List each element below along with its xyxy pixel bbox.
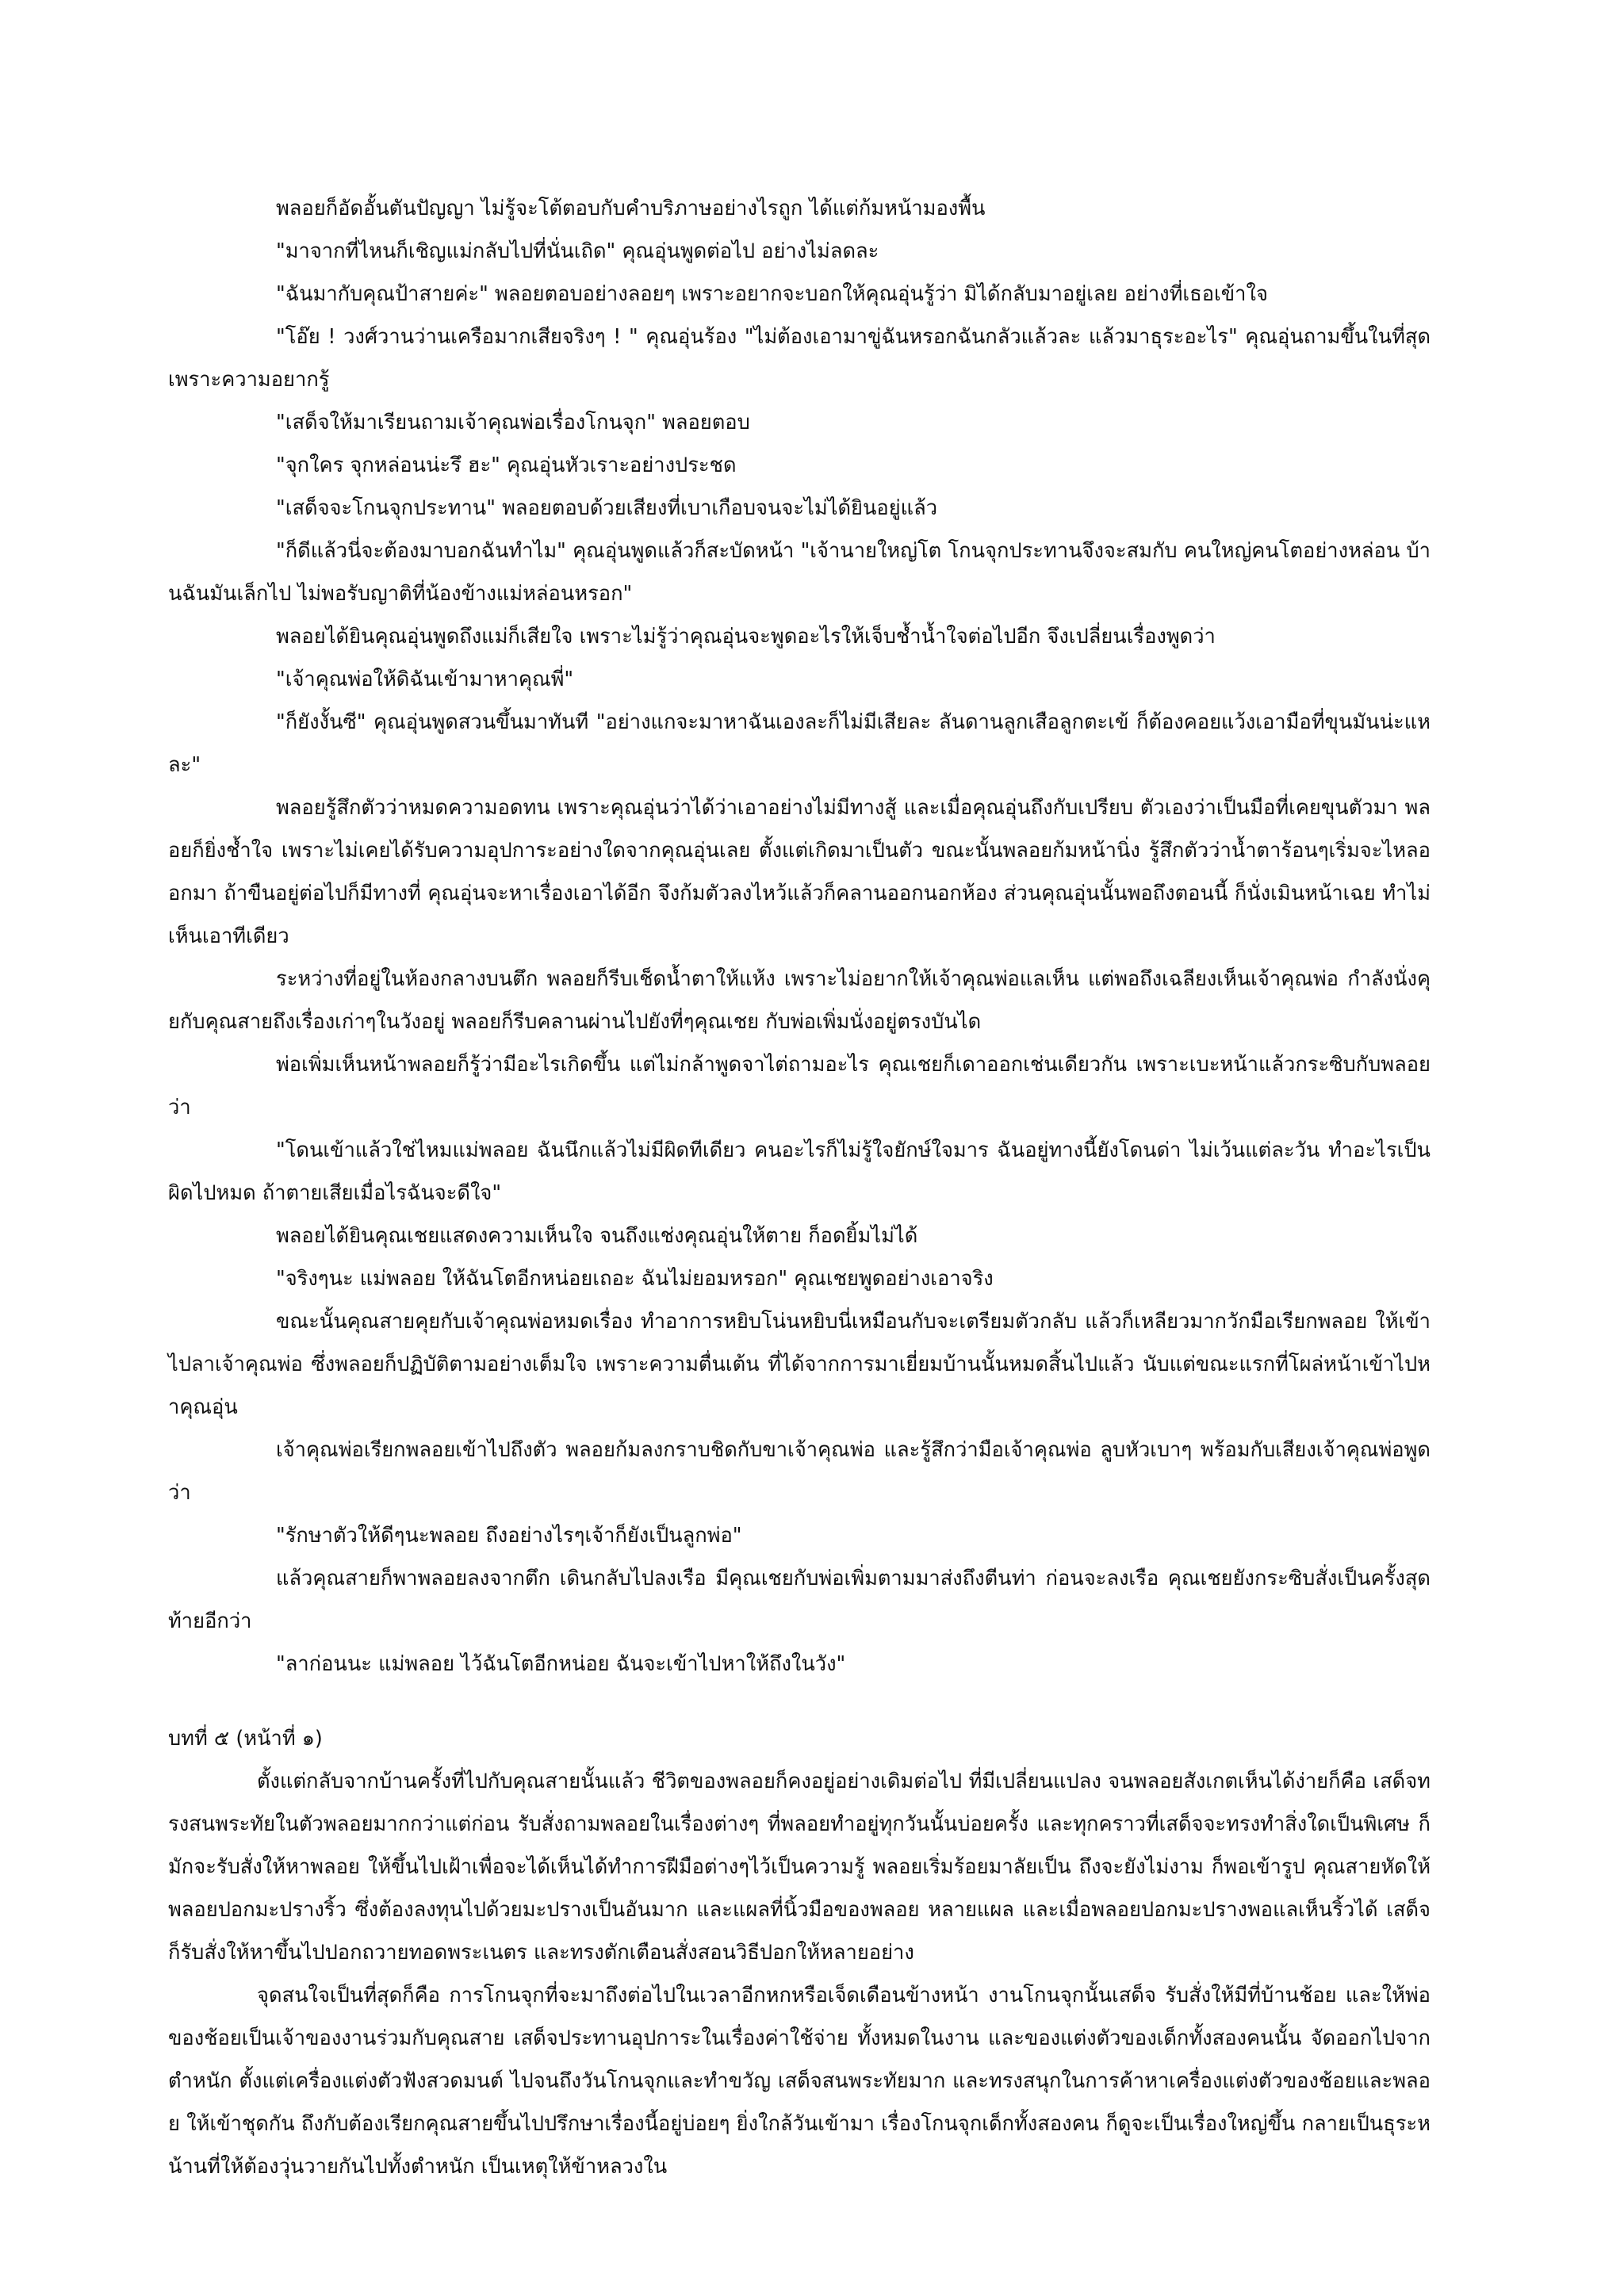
paragraph: "เจ้าคุณพ่อให้ดิฉันเข้ามาหาคุณพี่" (276, 668, 574, 691)
paragraph: "โดนเข้าแล้วใช่ไหมแม่พลอย ฉันนึกแล้วไม่มีผิดทีเดียว คนอะไรก็ไม่รู้ใจยักษ์ใจมาร ฉันอยู่ทางนี้ยังโดนด่า ไม่เว้นแต่ละวัน ทำอะไรเป็นผิดไปหมด ถ้าตายเสียเมื่อไรฉันจะดีใจ" (168, 1138, 1431, 1205)
paragraph: "ก็ยังงั้นซี" คุณอุ่นพูดสวนขึ้นมาทันที "อย่างแกจะมาหาฉันเองละก็ไม่มีเสียละ ลันดานลูกเสือลูกตะเข้ ก็ต้องคอยแว้งเอามือที่ขุนมันน่ะแหละ" (168, 710, 1431, 777)
paragraph: "รักษาตัวให้ดีๆนะพลอย ถึงอย่างไรๆเจ้าก็ยังเป็นลูกพ่อ" (276, 1524, 742, 1548)
paragraph: "มาจากที่ไหนก็เชิญแม่กลับไปที่นั่นเถิด" คุณอุ่นพูดต่อไป อย่างไม่ลดละ (276, 239, 879, 263)
paragraph: พ่อเพิ่มเห็นหน้าพลอยก็รู้ว่ามีอะไรเกิดขึ้น แต่ไม่กล้าพูดจาไต่ถามอะไร คุณเชยก็เดาออกเช่นเดียวกัน เพราะเบะหน้าแล้วกระซิบกับพลอยว่า (168, 1053, 1431, 1119)
paragraph: พลอยรู้สึกตัวว่าหมดความอดทน เพราะคุณอุ่นว่าได้ว่าเอาอย่างไม่มีทางสู้ และเมื่อคุณอุ่นถึงกับเปรียบ ตัวเองว่าเป็นมือที่เคยขุนตัวมา พลอยก็ยิ่งช้ำใจ เพราะไม่เคยได้รับความอุปการะอย่างใดจากคุณอุ่นเลย ตั้งแต่เกิดมาเป็นตัว ขณะนั้นพลอยก้มหน้านิ่ง รู้สึกตัวว่าน้ำตาร้อนๆเริ่มจะไหลออกมา ถ้าขืนอยู่ต่อไปก็มีทางที่ คุณอุ่นจะหาเรื่องเอาได้อีก จึงก้มตัวลงไหว้แล้วก็คลานออกนอกห้อง ส่วนคุณอุ่นนั้นพอถึงตอนนี้ ก็นั่งเมินหน้าเฉย ทำไม่เห็นเอาทีเดียว (168, 796, 1431, 948)
paragraph: "ก็ดีแล้วนี่จะต้องมาบอกฉันทำไม" คุณอุ่นพูดแล้วก็สะบัดหน้า "เจ้านายใหญ่โต โกนจุกประทานจึงจะสมกับ คนใหญ่คนโตอย่างหล่อน บ้านฉันมันเล็กไป ไม่พอรับญาติที่น้องข้างแม่หล่อนหรอก" (168, 539, 1431, 606)
paragraph: พลอยก็อัดอั้นตันปัญญา ไม่รู้จะโต้ตอบกับคำบริภาษอย่างไรถูก ได้แต่ก้มหน้ามองพื้น (276, 197, 986, 220)
paragraph: แล้วคุณสายก็พาพลอยลงจากตึก เดินกลับไปลงเรือ มีคุณเชยกับพ่อเพิ่มตามมาส่งถึงตีนท่า ก่อนจะลงเรือ คุณเชยยังกระซิบสั่งเป็นครั้งสุดท้ายอีกว่า (168, 1567, 1431, 1633)
paragraph: ขณะนั้นคุณสายคุยกับเจ้าคุณพ่อหมดเรื่อง ทำอาการหยิบโน่นหยิบนี่เหมือนกับจะเตรียมตัวกลับ แล้วก็เหลียวมากวักมือเรียกพลอย ให้เข้าไปลาเจ้าคุณพ่อ ซึ่งพลอยก็ปฏิบัติตามอย่างเต็มใจ เพราะความตื่นเต้น ที่ได้จากการมาเยี่ยมบ้านนั้นหมดสิ้นไปแล้ว นับแต่ขณะแรกที่โผล่หน้าเข้าไปหาคุณอุ่น (168, 1310, 1431, 1419)
paragraph: "เสด็จให้มาเรียนถามเจ้าคุณพ่อเรื่องโกนจุก" พลอยตอบ (276, 411, 750, 434)
paragraph: "ฉันมากับคุณป้าสายค่ะ" พลอยตอบอย่างลอยๆ เพราะอยากจะบอกให้คุณอุ่นรู้ว่า มิได้กลับมาอยู่เลย อย่างที่เธอเข้าใจ (276, 282, 1268, 306)
paragraph: "จุกใคร จุกหล่อนน่ะรึ ฮะ" คุณอุ่นหัวเราะอย่างประชด (276, 453, 737, 477)
paragraph: "เสด็จจะโกนจุกประทาน" พลอยตอบด้วยเสียงที่เบาเกือบจนจะไม่ได้ยินอยู่แล้ว (276, 496, 938, 520)
paragraph: "โอ๊ย ! วงศ์วานว่านเครือมากเสียจริงๆ ! " คุณอุ่นร้อง "ไม่ต้องเอามาขู่ฉันหรอกฉันกลัวแล้วละ แล้วมาธุระอะไร" คุณอุ่นถามขึ้นในที่สุด เพราะความอยากรู้ (168, 325, 1431, 392)
paragraph: "จริงๆนะ แม่พลอย ให้ฉันโตอีกหน่อยเถอะ ฉันไม่ยอมหรอก" คุณเชยพูดอย่างเอาจริง (276, 1267, 994, 1291)
paragraph: ระหว่างที่อยู่ในห้องกลางบนตึก พลอยก็รีบเช็ดน้ำตาให้แห้ง เพราะไม่อยากให้เจ้าคุณพ่อแลเห็น แต่พอถึงเฉลียงเห็นเจ้าคุณพ่อ กำลังนั่งคุยกับคุณสายถึงเรื่องเก่าๆในวังอยู่ พลอยก็รีบคลานผ่านไปยังที่ๆคุณเชย กับพ่อเพิ่มนั่งอยู่ตรงบันได (168, 967, 1431, 1034)
paragraph: พลอยได้ยินคุณเชยแสดงความเห็นใจ จนถึงแช่งคุณอุ่นให้ตาย ก็อดยิ้มไม่ได้ (276, 1224, 918, 1248)
chapter-heading: บทที่ ๕ (หน้าที่ ๑) (168, 1727, 323, 1751)
document-page (168, 187, 1431, 2188)
paragraph: "ลาก่อนนะ แม่พลอย ไว้ฉันโตอีกหน่อย ฉันจะเข้าไปหาให้ถึงในวัง" (276, 1652, 846, 1676)
chapter-paragraph: ตั้งแต่กลับจากบ้านครั้งที่ไปกับคุณสายนั้นแล้ว ชีวิตของพลอยก็คงอยู่อย่างเดิมต่อไป ที่มีเปลี่ยนแปลง จนพลอยสังเกตเห็นได้ง่ายก็คือ เสด็จทรงสนพระทัยในตัวพลอยมากกว่าแต่ก่อน รับสั่งถามพลอยในเรื่องต่างๆ ที่พลอยทำอยู่ทุกวันนั้นบ่อยครั้ง และทุกคราวที่เสด็จจะทรงทำสิ่งใดเป็นพิเศษ ก็มักจะรับสั่งให้หาพลอย ให้ขึ้นไปเฝ้าเพื่อจะได้เห็นได้ทำการฝีมือต่างๆไว้เป็นความรู้ พลอยเริ่มร้อยมาลัยเป็น ถึงจะยังไม่งาม ก็พอเข้ารูป คุณสายหัดให้พลอยปอกมะปรางริ้ว ซึ่งต้องลงทุนไปด้วยมะปรางเป็นอันมาก และแผลที่นิ้วมือของพลอย หลายแผล และเมื่อพลอยปอกมะปรางพอแลเห็นริ้วได้ เสด็จก็รับสั่งให้หาขึ้นไปปอกถวายทอดพระเนตร และทรงตักเตือนสั่งสอนวิธีปอกให้หลายอย่าง (168, 1770, 1431, 1965)
paragraph: เจ้าคุณพ่อเรียกพลอยเข้าไปถึงตัว พลอยก้มลงกราบชิดกับขาเจ้าคุณพ่อ และรู้สึกว่ามือเจ้าคุณพ่อ ลูบหัวเบาๆ พร้อมกับเสียงเจ้าคุณพ่อพูดว่า (168, 1438, 1431, 1505)
chapter-paragraph: จุดสนใจเป็นที่สุดก็คือ การโกนจุกที่จะมาถึงต่อไปในเวลาอีกหกหรือเจ็ดเดือนข้างหน้า งานโกนจุกนั้นเสด็จ รับสั่งให้มีที่บ้านช้อย และให้พ่อของช้อยเป็นเจ้าของงานร่วมกับคุณสาย เสด็จประทานอุปการะในเรื่องค่าใช้จ่าย ทั้งหมดในงาน และของแต่งตัวของเด็กทั้งสองคนนั้น จัดออกไปจากตำหนัก ตั้งแต่เครื่องแต่งตัวฟังสวดมนต์ ไปจนถึงวันโกนจุกและทำขวัญ เสด็จสนพระทัยมาก และทรงสนุกในการค้าหาเครื่องแต่งตัวของช้อยและพลอย ให้เข้าชุดกัน ถึงกับต้องเรียกคุณสายขึ้นไปปรึกษาเรื่องนี้อยู่บ่อยๆ ยิ่งใกล้วันเข้ามา เรื่องโกนจุกเด็กทั้งสองคน ก็ดูจะเป็นเรื่องใหญ่ขึ้น กลายเป็นธุระหน้านที่ให้ต้องวุ่นวายกันไปทั้งตำหนัก เป็นเหตุให้ข้าหลวงใน (168, 1984, 1431, 2179)
paragraph: พลอยได้ยินคุณอุ่นพูดถึงแม่ก็เสียใจ เพราะไม่รู้ว่าคุณอุ่นจะพูดอะไรให้เจ็บช้ำน้ำใจต่อไปอีก จึงเปลี่ยนเรื่องพูดว่า (276, 625, 1216, 649)
